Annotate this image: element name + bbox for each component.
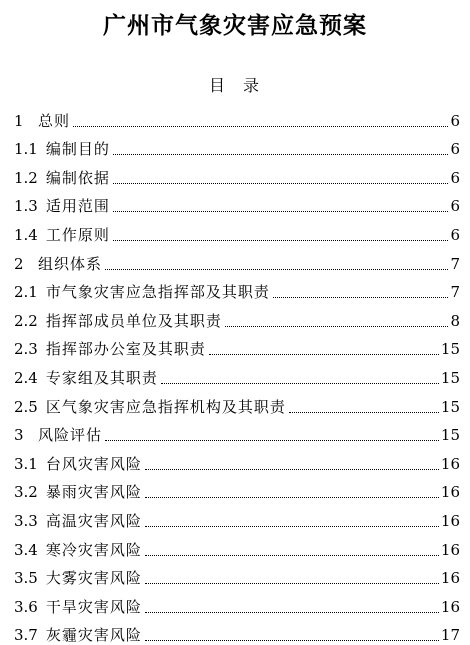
toc-dot-leader — [145, 611, 439, 613]
toc-entry-label: 大雾灾害风险 — [45, 569, 142, 588]
toc-dot-leader — [289, 411, 439, 413]
toc-dot-leader — [161, 382, 439, 384]
toc-entry-page-number: 8 — [450, 311, 460, 330]
toc-entry[interactable] — [14, 588, 460, 617]
toc-entry[interactable] — [14, 531, 460, 560]
toc-dot-leader — [145, 468, 439, 470]
toc-entry-label: 区气象灾害应急指挥机构及其职责 — [45, 397, 286, 416]
toc-entry-label: 工作原则 — [45, 225, 110, 244]
document-title: 广州市气象灾害应急预案 — [103, 13, 367, 39]
toc-entry-page-number: 7 — [450, 254, 460, 273]
toc-entry-number: 1.1 — [14, 140, 38, 159]
toc-entry-label: 适用范围 — [45, 197, 110, 216]
toc-entry-label: 寒冷灾害风险 — [45, 540, 142, 559]
toc-entry-number: 2.3 — [14, 340, 38, 359]
toc-entry-page-number: 16 — [440, 597, 460, 616]
toc-entry-page-number: 6 — [450, 140, 460, 159]
toc-entry-label: 专家组及其职责 — [45, 368, 158, 387]
toc-dot-leader — [273, 296, 449, 298]
toc-heading — [0, 74, 470, 98]
toc-entry-label: 指挥部成员单位及其职责 — [45, 311, 222, 330]
toc-dot-leader — [113, 153, 449, 155]
toc-entry[interactable] — [14, 388, 460, 417]
toc-entry-number: 3.3 — [14, 511, 38, 530]
toc-entry-number: 2 — [14, 254, 24, 273]
toc-entry[interactable] — [14, 274, 460, 303]
toc-entry-number: 3.5 — [14, 569, 38, 588]
toc-dot-leader — [113, 239, 449, 241]
toc-entry-label: 风险评估 — [38, 426, 103, 445]
toc-entry[interactable] — [14, 560, 460, 589]
toc-dot-leader — [225, 325, 449, 327]
toc-entry[interactable] — [14, 474, 460, 503]
toc-entry-page-number: 15 — [440, 340, 460, 359]
toc-entry-page-number: 16 — [440, 483, 460, 502]
toc-entry-page-number: 16 — [440, 511, 460, 530]
toc-entry-label: 暴雨灾害风险 — [45, 483, 142, 502]
toc-dot-leader — [145, 639, 439, 641]
toc-entry-number: 2.2 — [14, 311, 38, 330]
toc-entry[interactable] — [14, 245, 460, 274]
toc-entry-label: 组织体系 — [38, 254, 103, 273]
toc-dot-leader — [113, 210, 449, 212]
toc-heading-char-1: 目 — [208, 76, 227, 95]
toc-entry[interactable] — [14, 445, 460, 474]
toc-entry[interactable] — [14, 359, 460, 388]
toc-entry[interactable] — [14, 188, 460, 217]
toc-entry-number: 3 — [14, 426, 24, 445]
toc-entry-number: 1.2 — [14, 168, 38, 187]
toc-entry-number: 3.7 — [14, 626, 38, 645]
toc-entry[interactable] — [14, 159, 460, 188]
toc-entry-label: 灰霾灾害风险 — [45, 626, 142, 645]
toc-entry-label: 市气象灾害应急指挥部及其职责 — [45, 283, 270, 302]
toc-dot-leader — [145, 582, 439, 584]
toc-entry-page-number: 16 — [440, 454, 460, 473]
toc-entry-label: 编制目的 — [45, 140, 110, 159]
toc-entry-page-number: 16 — [440, 569, 460, 588]
toc-dot-leader — [113, 182, 449, 184]
toc-entry[interactable] — [14, 131, 460, 160]
toc-entry[interactable] — [14, 331, 460, 360]
toc-entry-page-number: 7 — [450, 283, 460, 302]
toc-entry-page-number: 6 — [450, 197, 460, 216]
toc-entry-number: 1.3 — [14, 197, 38, 216]
toc-entry-number: 3.4 — [14, 540, 38, 559]
toc-dot-leader — [105, 268, 448, 270]
table-of-contents — [14, 102, 460, 645]
toc-entry-page-number: 6 — [450, 168, 460, 187]
toc-entry[interactable] — [14, 502, 460, 531]
toc-entry-page-number: 15 — [440, 397, 460, 416]
toc-entry-label: 干旱灾害风险 — [45, 597, 142, 616]
toc-entry-number: 2.1 — [14, 283, 38, 302]
toc-entry-label: 指挥部办公室及其职责 — [45, 340, 206, 359]
toc-entry-page-number: 17 — [440, 626, 460, 645]
toc-entry-number: 1 — [14, 111, 24, 130]
toc-dot-leader — [105, 439, 439, 441]
toc-entry-page-number: 15 — [440, 426, 460, 445]
toc-heading-char-2: 录 — [243, 76, 262, 95]
toc-entry-number: 1.4 — [14, 225, 38, 244]
toc-entry-number: 3.1 — [14, 454, 38, 473]
toc-entry[interactable] — [14, 216, 460, 245]
toc-entry[interactable] — [14, 102, 460, 131]
toc-entry-label: 编制依据 — [45, 168, 110, 187]
toc-entry-label: 高温灾害风险 — [45, 511, 142, 530]
toc-entry-number: 3.2 — [14, 483, 38, 502]
toc-entry-page-number: 6 — [450, 111, 460, 130]
toc-entry-number: 2.5 — [14, 397, 38, 416]
toc-dot-leader — [73, 125, 448, 127]
toc-entry-page-number: 15 — [440, 368, 460, 387]
toc-entry-label: 总则 — [38, 111, 71, 130]
toc-dot-leader — [145, 525, 439, 527]
toc-entry-page-number: 6 — [450, 225, 460, 244]
toc-dot-leader — [145, 554, 439, 556]
toc-dot-leader — [145, 496, 439, 498]
toc-dot-leader — [209, 353, 439, 355]
toc-entry[interactable] — [14, 417, 460, 446]
toc-entry-number: 2.4 — [14, 368, 38, 387]
toc-entry[interactable] — [14, 302, 460, 331]
toc-entry-page-number: 16 — [440, 540, 460, 559]
toc-entry-label: 台风灾害风险 — [45, 454, 142, 473]
toc-entry[interactable] — [14, 617, 460, 645]
toc-entry-number: 3.6 — [14, 597, 38, 616]
